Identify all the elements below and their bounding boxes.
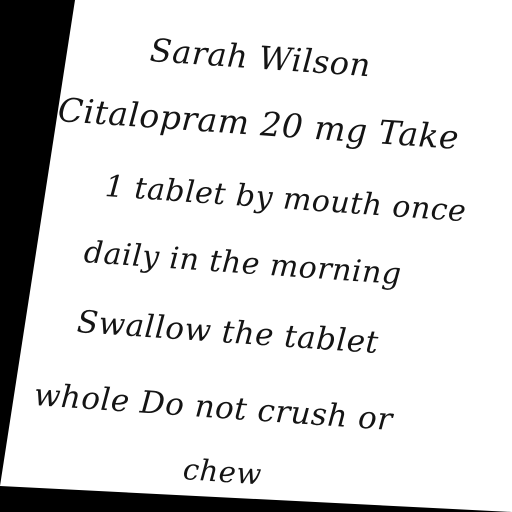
medication-line: Citalopram 20 mg Take: [56, 90, 461, 157]
dosage-line: 1 tablet by mouth once: [103, 169, 468, 230]
instruction-line-1: Swallow the tablet: [75, 304, 380, 362]
instruction-line-2: whole Do not crush or: [32, 377, 394, 439]
instruction-line-3: chew: [181, 452, 263, 492]
patient-name: Sarah Wilson: [148, 31, 373, 85]
timing-line: daily in the morning: [82, 235, 403, 293]
